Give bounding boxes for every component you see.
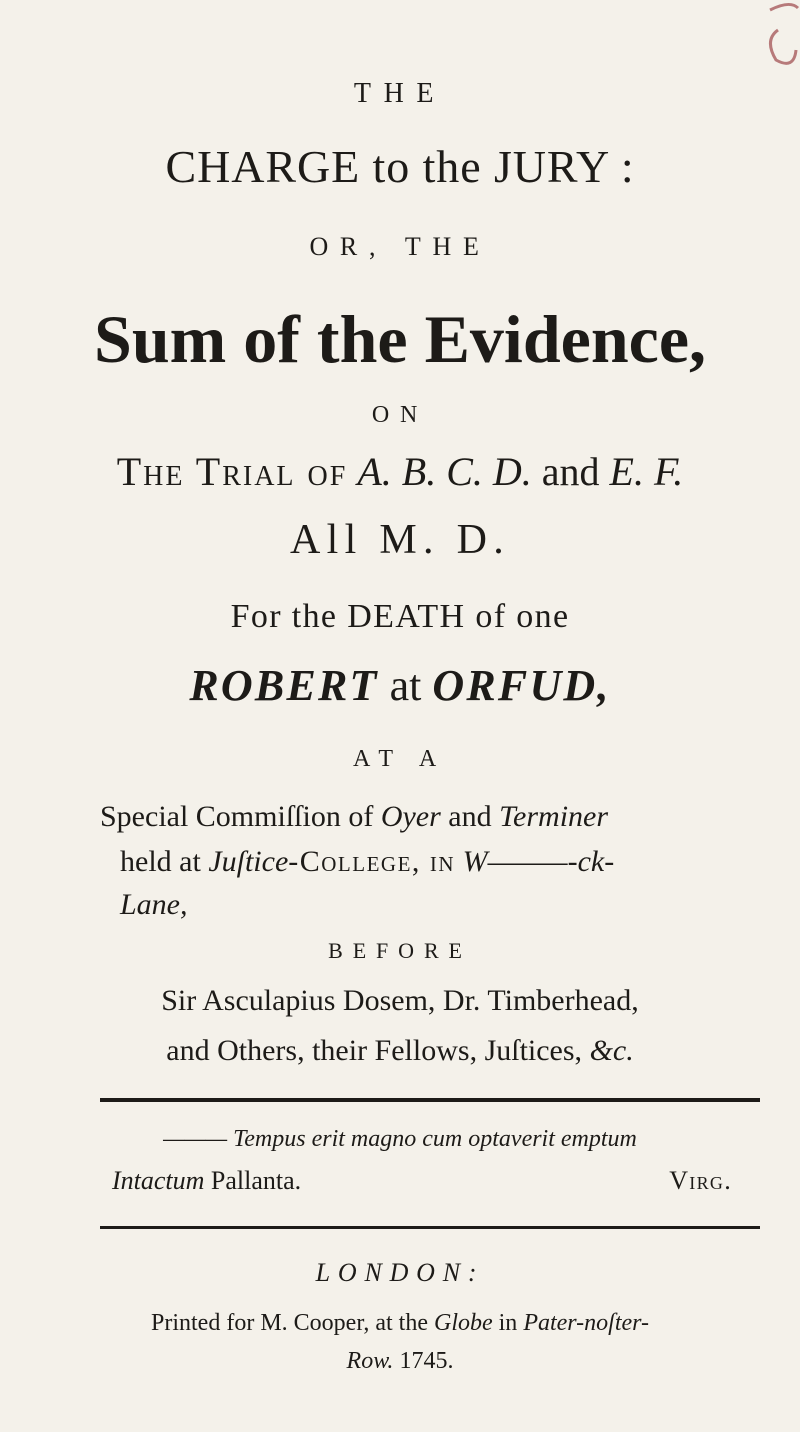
w-ck-text: W———-ck- [462, 845, 615, 878]
and-text: and [541, 449, 600, 494]
library-stamp-mark [760, 0, 800, 80]
all-md-line: All M. D. [289, 517, 511, 563]
pallanta-text: Pallanta. [210, 1166, 302, 1195]
printer-line [0, 1310, 800, 1337]
printed-for-text: Printed for M. Cooper, at the [151, 1310, 428, 1336]
robert-line [0, 660, 800, 711]
commission-line [100, 800, 760, 834]
in-text: in [498, 1310, 518, 1336]
the-trial-of-text: The Trial of [116, 449, 348, 494]
virg-text: Virg. [669, 1166, 732, 1195]
held-at-line [120, 845, 760, 879]
at-text: at [389, 661, 422, 710]
row-text: Row. [346, 1348, 394, 1374]
special-commission-text: Special Commiſſion of [100, 800, 374, 833]
heading-charge-to-the-jury: CHARGE to the JURY : [165, 141, 635, 192]
intactum-text: Intactum [112, 1166, 205, 1195]
etc-text: &c. [589, 1034, 634, 1067]
judges-line-2 [0, 1034, 800, 1068]
oyer-text: Oyer [380, 800, 441, 833]
heading-or-the: OR, THE [309, 232, 491, 261]
london-line: LONDON: [315, 1258, 485, 1287]
orfud-text: ORFUD, [432, 661, 611, 710]
death-line: For the DEATH of one [230, 598, 570, 635]
judges-line-1: Sir Asculapius Dosem, Dr. Timberhead, [161, 984, 639, 1017]
defendants-names: A. B. C. D. [357, 449, 532, 494]
at-a-line: AT A [352, 746, 448, 772]
justice-text: Juſtice [208, 845, 289, 878]
robert-text: ROBERT [189, 661, 379, 710]
terminer-text: Terminer [499, 800, 609, 833]
epigraph-line-1: ——— Tempus erit magno cum optaverit emptum [163, 1126, 637, 1152]
pater-noster-text: Pater-noſter- [523, 1310, 649, 1336]
year-text: 1745. [399, 1348, 454, 1374]
divider-rule-top [100, 1098, 760, 1102]
epigraph-line-2 [112, 1166, 732, 1196]
imprint-line [0, 1348, 800, 1375]
trial-line [0, 448, 800, 495]
heading-on: ON [371, 402, 429, 428]
held-at-text: held at [120, 845, 201, 878]
globe-text: Globe [433, 1310, 493, 1336]
lane-text: Lane, [120, 888, 188, 921]
judges-text-2: and Others, their Fellows, Juſtices, [166, 1034, 583, 1067]
heading-the: THE [353, 78, 447, 109]
heading-sum-of-the-evidence: Sum of the Evidence, [94, 301, 706, 377]
defendants-names-2: E. F. [609, 449, 684, 494]
college-text: -College, in [288, 845, 456, 878]
before-line: BEFORE [328, 938, 472, 963]
divider-rule-bottom [100, 1226, 760, 1229]
and-text-2: and [448, 800, 492, 833]
